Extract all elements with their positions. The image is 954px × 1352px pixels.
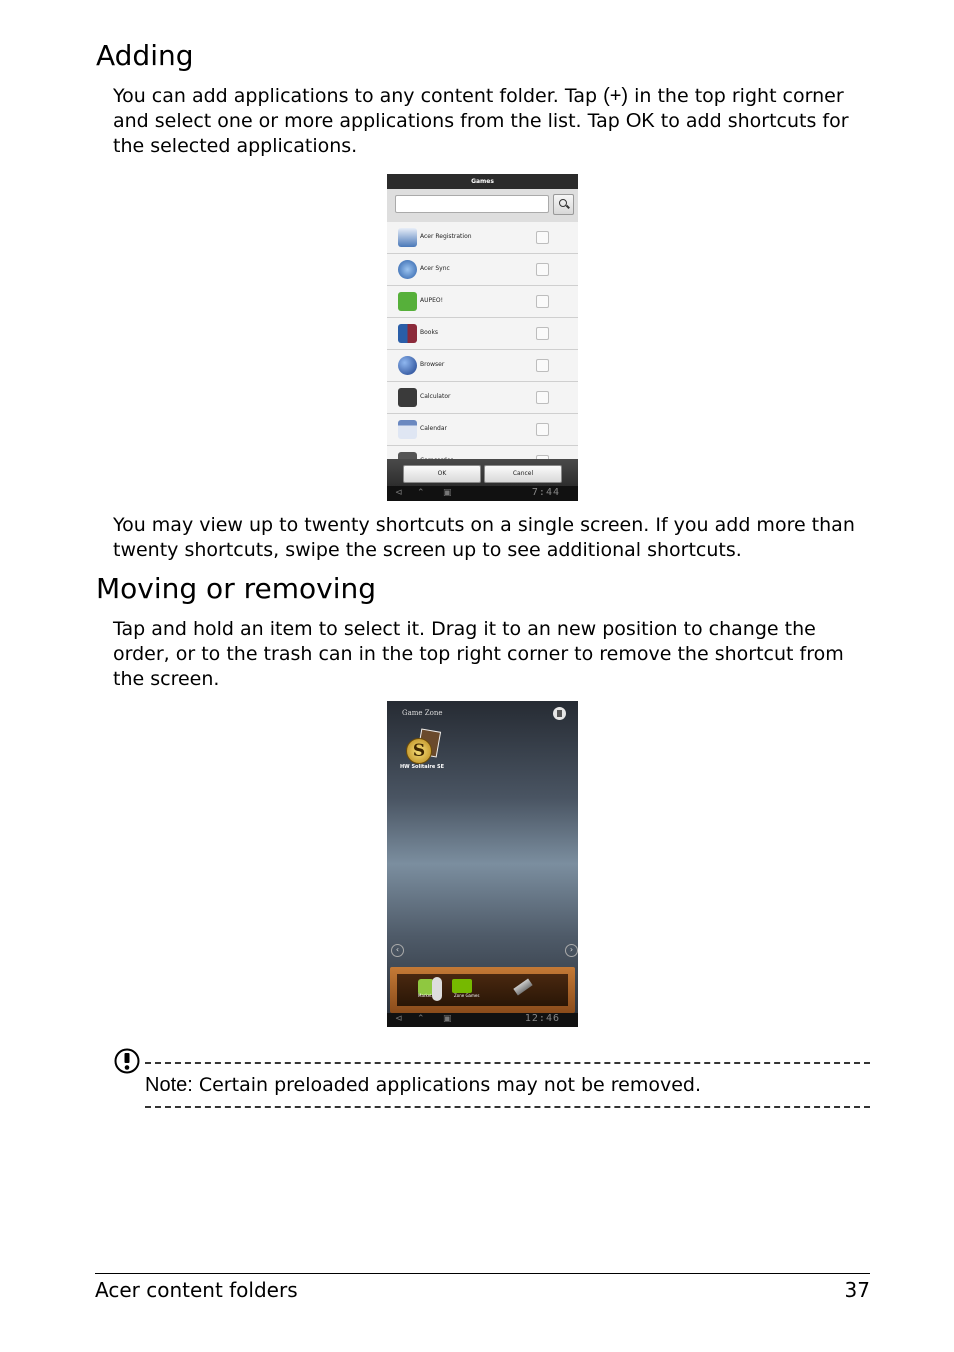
dialog-footer — [387, 459, 578, 501]
plus-label: (+) — [603, 85, 629, 107]
search-button[interactable] — [553, 194, 574, 215]
button-bar — [387, 459, 578, 486]
heading-adding: Adding — [96, 39, 194, 72]
shelf-label: Market — [418, 993, 432, 998]
ok-button[interactable]: OK — [403, 465, 481, 483]
list-item[interactable] — [387, 222, 578, 254]
note — [145, 1073, 701, 1098]
globe-icon — [398, 356, 417, 375]
app-shortcut[interactable] — [403, 730, 441, 778]
app-shortcut-label: HW Solitaire SE — [400, 764, 444, 770]
text-run: You can add applications to any content folder. Tap — [113, 85, 604, 107]
calculator-icon — [398, 388, 417, 407]
checkbox[interactable] — [536, 231, 549, 244]
checkbox[interactable] — [536, 295, 549, 308]
sync-icon — [398, 260, 417, 279]
footer-rule — [95, 1273, 870, 1274]
chevron-left-icon[interactable]: ‹ — [391, 944, 404, 957]
checkbox[interactable] — [536, 423, 549, 436]
home-icon[interactable]: ⌃ — [417, 488, 425, 498]
robot-icon — [432, 977, 442, 1001]
search-input[interactable] — [395, 195, 549, 213]
system-bar — [387, 486, 578, 501]
list-item-label: Books — [420, 329, 439, 336]
recent-apps-icon[interactable]: ▣ — [443, 1014, 452, 1024]
search-icon — [559, 199, 567, 207]
checkbox[interactable] — [536, 359, 549, 372]
list-item-label: Acer Registration — [420, 233, 472, 240]
list-item[interactable] — [387, 414, 578, 446]
clock: 7:44 — [531, 487, 560, 498]
recent-apps-icon[interactable]: ▣ — [443, 488, 452, 498]
registration-icon — [398, 228, 417, 247]
checkbox[interactable] — [536, 327, 549, 340]
list-item[interactable] — [387, 318, 578, 350]
calendar-icon — [398, 420, 417, 439]
shortcuts-paragraph: You may view up to twenty shortcuts on a single screen. If you add more than twenty shortcuts, swipe the screen up to see additional shortcuts. — [113, 514, 855, 561]
home-icon[interactable]: ⌃ — [417, 1014, 425, 1024]
list-item[interactable] — [387, 254, 578, 286]
nvidia-icon[interactable] — [452, 979, 472, 993]
game-zone-screenshot — [387, 701, 578, 1027]
trash-icon[interactable] — [553, 707, 566, 720]
back-icon[interactable]: ⊲ — [395, 488, 403, 498]
list-item[interactable] — [387, 382, 578, 414]
checkbox[interactable] — [536, 263, 549, 276]
heading-moving: Moving or removing — [96, 572, 376, 605]
system-bar — [387, 1013, 578, 1027]
adding-paragraph — [113, 84, 873, 159]
clock: 12:46 — [524, 1013, 560, 1024]
note-divider-bottom — [145, 1106, 870, 1108]
list-item-label: Calendar — [420, 425, 447, 432]
dialog-title: Games — [387, 174, 578, 189]
note-divider-top — [145, 1062, 870, 1064]
list-item[interactable] — [387, 350, 578, 382]
games-list-screenshot — [387, 174, 578, 501]
note-label: Note: — [145, 1074, 193, 1096]
shelf-label: Zone Games — [454, 993, 480, 998]
warning-icon — [114, 1048, 140, 1074]
page-number: 37 — [844, 1278, 870, 1302]
back-icon[interactable]: ⊲ — [395, 1014, 403, 1024]
chevron-right-icon[interactable]: › — [565, 944, 578, 957]
list-item-label: Browser — [420, 361, 445, 368]
list-item-label: Calculator — [420, 393, 451, 400]
moving-paragraph: Tap and hold an item to select it. Drag it to an new position to change the order, or to the trash can in the top right corner to remove the shortcut from the screen. — [113, 618, 844, 690]
list-item-label: AUPEO! — [420, 297, 444, 304]
cancel-button[interactable]: Cancel — [484, 465, 562, 483]
app-list — [387, 222, 578, 478]
search-bar — [387, 189, 578, 223]
books-icon — [398, 324, 417, 343]
ok-label: OK — [625, 110, 655, 132]
text-run: to add shortcuts for the selected applications. — [113, 110, 849, 157]
folder-title: Game Zone — [402, 709, 443, 717]
list-item[interactable] — [387, 286, 578, 318]
checkbox[interactable] — [536, 391, 549, 404]
text-run: in the top right corner and select one or more applications from the list. Tap — [113, 85, 844, 132]
list-item-label: Acer Sync — [420, 265, 450, 272]
note-text: Certain preloaded applications may not be removed. — [192, 1074, 701, 1096]
shelf — [390, 967, 575, 1013]
footer-section-title: Acer content folders — [95, 1278, 298, 1302]
aupeo-icon — [398, 292, 417, 311]
solitaire-icon: S — [406, 738, 432, 764]
